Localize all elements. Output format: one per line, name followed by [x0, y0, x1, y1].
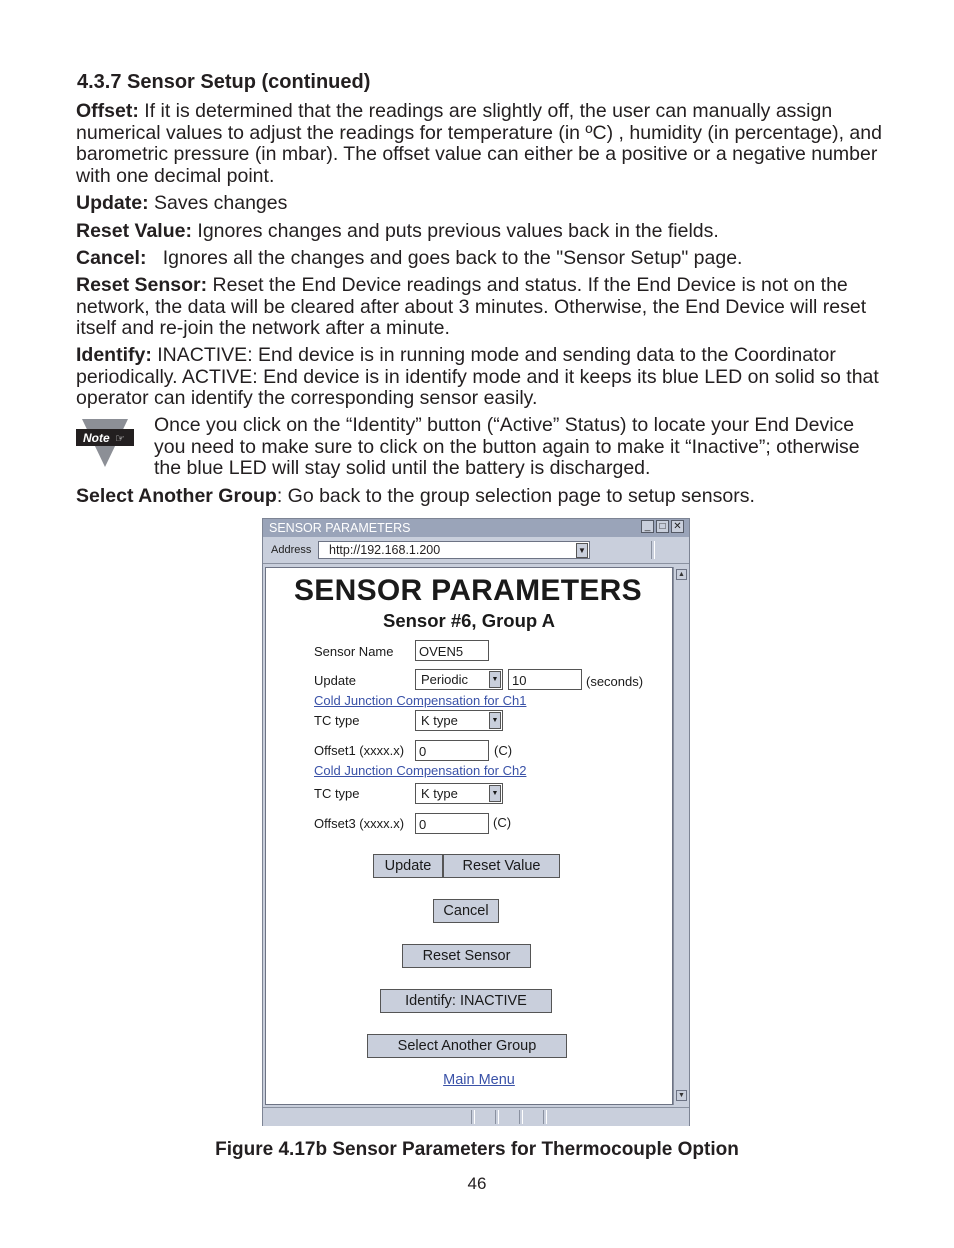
address-dropdown-icon[interactable]: ▼ [576, 543, 588, 558]
reset-value-button[interactable]: Reset Value [443, 854, 560, 878]
identify-term: Identify: [76, 344, 152, 366]
figure-caption: Figure 4.17b Sensor Parameters for Thermocouple Option [215, 1139, 739, 1160]
reset-sensor-text: Reset the End Device readings and status. If the End Device is not on the network, the data will be cleared after about 3 minutes. Otherwise, the End Device will reset itself and re-join the network after a minute. [76, 274, 867, 339]
status-divider [495, 1110, 499, 1124]
select-another-group-button[interactable]: Select Another Group [367, 1034, 567, 1058]
identify-text: INACTIVE: End device is in running mode and sending data to the Coordinator periodically. ACTIVE: End device is in identify mode and it keeps its blue LED on solid so that operator can identify the corresponding sensor easily. [76, 344, 879, 409]
tc-type-label-1: TC type [314, 713, 360, 728]
vertical-scrollbar[interactable] [673, 567, 689, 1105]
address-bar [263, 538, 689, 564]
reset-sensor-term: Reset Sensor: [76, 274, 208, 296]
address-label: Address [271, 544, 312, 556]
tc-type-select-1[interactable] [415, 710, 503, 731]
tc-type-label-2: TC type [314, 786, 360, 801]
chevron-down-icon: ▼ [489, 671, 501, 688]
browser-window [262, 518, 690, 1126]
update-paragraph [76, 193, 886, 215]
offset1-unit: (C) [494, 743, 513, 758]
tc-type-value-2: K type [421, 786, 458, 801]
tc-type-value-1: K type [421, 713, 458, 728]
page-title: SENSOR PARAMETERS [294, 574, 642, 607]
address-input[interactable]: http://192.168.1.200 [318, 541, 590, 559]
chevron-down-icon: ▼ [489, 712, 501, 729]
reset-value-text: Ignores changes and puts previous values back in the fields. [191, 220, 719, 242]
cjc-ch1-link[interactable]: Cold Junction Compensation for Ch1 [314, 693, 527, 708]
status-divider [471, 1110, 475, 1124]
identify-button[interactable]: Identify: INACTIVE [380, 989, 552, 1013]
update-label: Update [314, 673, 356, 688]
update-text: Saves changes [148, 192, 288, 214]
sensor-name-label: Sensor Name [314, 644, 394, 659]
status-bar [263, 1107, 689, 1126]
main-menu-link[interactable] [266, 1072, 692, 1088]
minimize-icon[interactable]: _ [641, 520, 654, 533]
note-text: Once you click on the “Identity” button (“Active” Status) to locate your End Device you need to make sure to click on the button again to make it “Inactive”; otherwise the blue LED will stay solid until the battery is discharged. [154, 414, 860, 479]
scroll-up-icon[interactable]: ▲ [676, 569, 687, 580]
window-titlebar [263, 519, 689, 537]
offset1-input[interactable]: 0 [415, 740, 489, 761]
offset3-unit: (C) [493, 815, 512, 830]
select-group-text: : Go back to the group selection page to setup sensors. [276, 485, 755, 507]
status-divider [519, 1110, 523, 1124]
update-button[interactable]: Update [373, 854, 443, 878]
offset3-label: Offset3 (xxxx.x) [314, 816, 405, 831]
cancel-text: Ignores all the changes and goes back to the "Sensor Setup" page. [146, 247, 743, 269]
offset3-input[interactable]: 0 [415, 813, 489, 834]
update-term: Update: [76, 192, 149, 214]
close-icon[interactable]: ✕ [671, 520, 684, 533]
cjc-ch2-link[interactable]: Cold Junction Compensation for Ch2 [314, 763, 527, 778]
select-group-paragraph [76, 486, 886, 508]
update-mode-select[interactable] [415, 669, 503, 690]
select-group-term: Select Another Group [76, 485, 277, 507]
page-content [265, 567, 673, 1105]
chevron-down-icon: ▼ [489, 785, 501, 802]
note-badge-text: Note [83, 431, 110, 445]
svg-text:☞: ☞ [115, 432, 125, 445]
update-unit: (seconds) [586, 674, 644, 689]
sensor-name-input[interactable]: OVEN5 [415, 640, 489, 661]
cancel-term: Cancel: [76, 247, 147, 269]
section-title: 4.3.7 Sensor Setup (continued) [77, 71, 371, 93]
update-mode-value: Periodic [421, 672, 468, 687]
page-subtitle: Sensor #6, Group A [382, 610, 556, 631]
reset-value-paragraph [76, 221, 886, 243]
maximize-icon[interactable]: □ [656, 520, 669, 533]
scroll-down-icon[interactable]: ▼ [676, 1090, 687, 1101]
update-interval-input[interactable]: 10 [508, 669, 582, 690]
cancel-paragraph [76, 248, 886, 270]
address-divider [651, 541, 655, 559]
cancel-button[interactable]: Cancel [433, 899, 499, 923]
reset-value-term: Reset Value: [76, 220, 192, 242]
status-divider [543, 1110, 547, 1124]
identify-paragraph [76, 345, 886, 410]
tc-type-select-2[interactable] [415, 783, 503, 804]
offset-text: If it is determined that the readings are slightly off, the user can manually assign numerical values to adjust the readings for temperature (in ºC) , humidity (in percentage), and barometric pressure (in mbar). The offset value can either be a positive or a negative number with one decimal point. [76, 100, 882, 187]
offset-paragraph [76, 101, 886, 187]
offset1-label: Offset1 (xxxx.x) [314, 743, 405, 758]
main-menu-link-text[interactable]: Main Menu [443, 1072, 515, 1088]
note-icon [76, 417, 134, 469]
reset-sensor-paragraph [76, 275, 886, 340]
page-number: 46 [467, 1174, 487, 1193]
window-title: SENSOR PARAMETERS [269, 521, 411, 535]
offset-term: Offset: [76, 100, 139, 122]
reset-sensor-button[interactable]: Reset Sensor [402, 944, 531, 968]
